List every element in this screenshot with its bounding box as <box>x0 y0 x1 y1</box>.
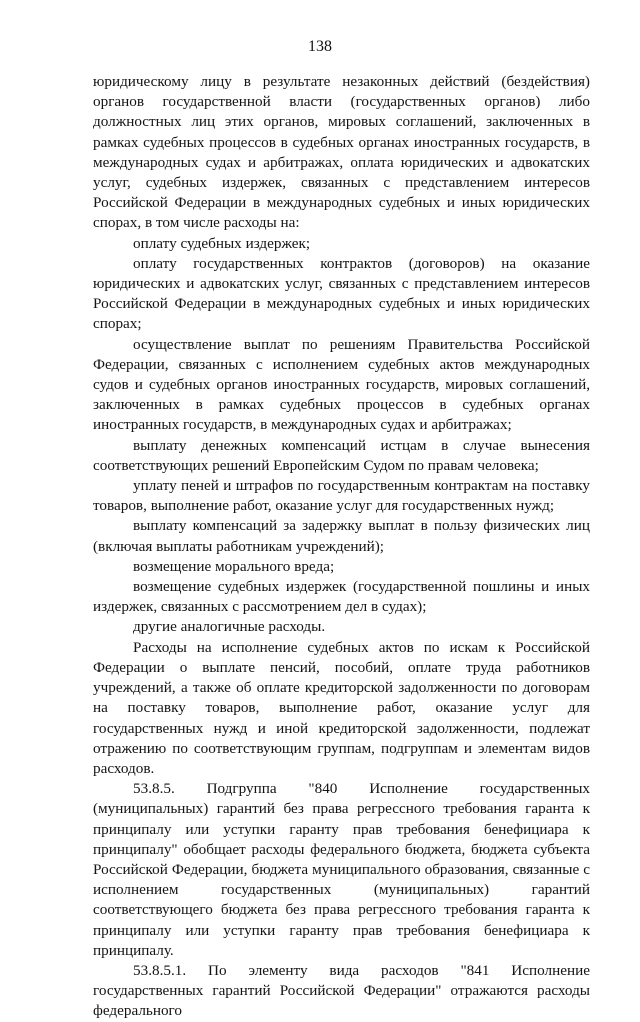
paragraph: другие аналогичные расходы. <box>133 618 326 636</box>
paragraph: выплату компенсаций за задержку выплат в пользу физических лиц (включая выплаты работникам учреждений); <box>93 517 590 555</box>
page-number: 138 <box>308 38 332 55</box>
paragraph: выплату денежных компенсаций истцам в случае вынесения соответствующих решений Европейским Судом по правам человека; <box>93 436 590 474</box>
paragraph: возмещение морального вреда; <box>133 557 335 575</box>
paragraph: возмещение судебных издержек (государственной пошлины и иных издержек, связанных с рассмотрением дел в судах); <box>93 578 590 616</box>
document-body <box>93 72 590 1022</box>
paragraph: юридическому лицу в результате незаконных действий (бездействия) органов государственной власти (государственных органов) либо должностных лиц этих органов, мировых соглашений, заключенных в рамках судебных процессов в судебных органах иностранных государств, в международных судах и арбитражах, оплата юридических и адвокатских услуг, судебных издержек, связанных с представлением интересов Российской Федерации в международных судебных и иных юридических спорах, в том числе расходы на: <box>93 73 590 232</box>
paragraph: осуществление выплат по решениям Правительства Российской Федерации, связанных с исполнением судебных актов международных судов и судебных органов иностранных государств, мировых соглашений, заключенных в рамках судебных процессов в судебных органах иностранных государств, в международных судах и арбитражах; <box>93 335 590 434</box>
paragraph: оплату судебных издержек; <box>133 234 311 252</box>
paragraph: 53.8.5. Подгруппа "840 Исполнение государственных (муниципальных) гарантий без права регрессного требования гаранта к принципалу или уступки гаранту прав требования бенефициара к принципалу" обобщает расходы федерального бюджета, бюджета субъекта Российской Федерации, бюджета муниципального образования, связанные с исполнением государственных (муниципальных) гарантий соответствующего бюджета без права регрессного требования гаранта к принципалу или уступки гаранту прав требования бенефициара к принципалу. <box>93 780 590 959</box>
paragraph: 53.8.5.1. По элементу вида расходов "841 Исполнение государственных гарантий Российской Федерации" отражаются расходы федерального <box>93 961 590 1020</box>
paragraph: уплату пеней и штрафов по государственным контрактам на поставку товаров, выполнение работ, оказание услуг для государственных нужд; <box>93 477 590 515</box>
paragraph: Расходы на исполнение судебных актов по искам к Российской Федерации о выплате пенсий, пособий, оплате труда работников учреждений, а также об оплате кредиторской задолженности по договорам на поставку товаров, выполнение работ, оказание услуг для государственных нужд и иной кредиторской задолженности, подлежат отражению по соответствующим группам, подгруппам и элементам видов расходов. <box>93 638 590 777</box>
paragraph: оплату государственных контрактов (договоров) на оказание юридических и адвокатских услуг, связанных с представлением интересов Российской Федерации в международных судебных и иных юридических спорах; <box>93 254 590 333</box>
